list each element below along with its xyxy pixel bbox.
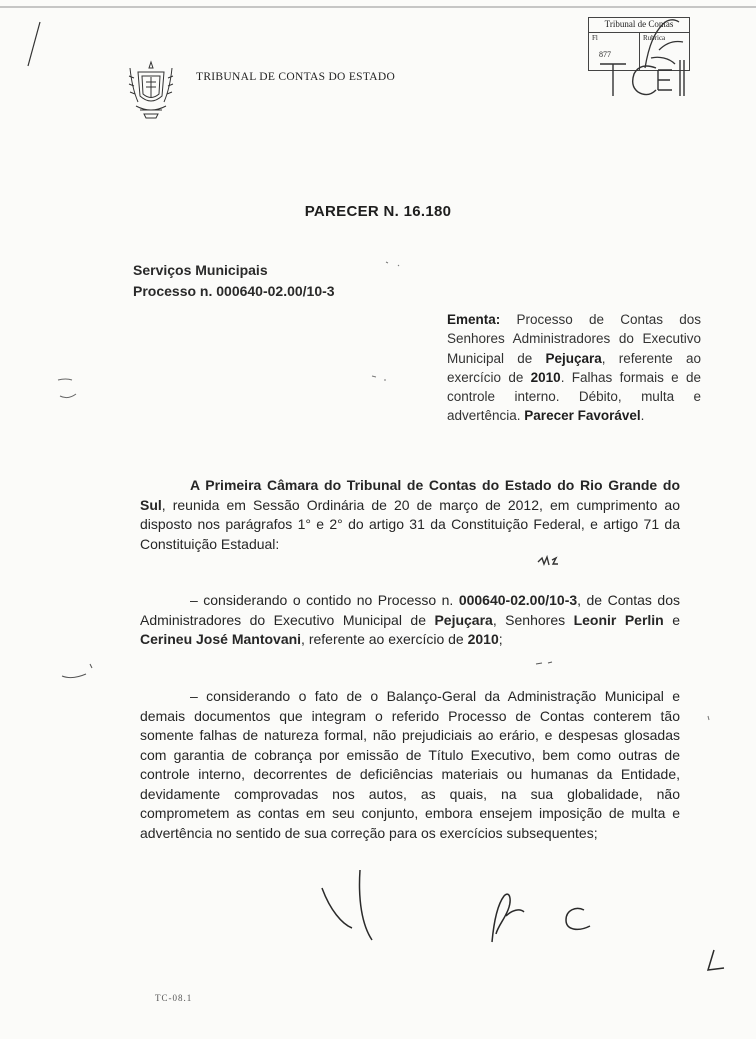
ementa-year: 2010: [530, 369, 561, 385]
intro-bold: A Primeira Câmara do Tribunal de Contas do Estado do Rio Grande do Sul: [140, 477, 680, 513]
administrator-name-1: Leonir Perlin: [573, 611, 664, 628]
form-code: TC-08.1: [155, 993, 193, 1003]
ementa-label: Ementa:: [447, 312, 501, 327]
service-label: Serviços Municipais: [133, 262, 268, 278]
consideration-text: , Senhores: [492, 611, 574, 628]
consideration-paragraph-2: [140, 687, 680, 843]
tce-logo-text: TCE: [645, 80, 647, 81]
scan-edge-line: [0, 6, 756, 8]
stamp-page-number: 877: [599, 50, 611, 59]
consideration-paragraph-1: [140, 591, 680, 650]
ementa-text: , referente ao exercício de: [447, 350, 701, 385]
ementa-text: .: [640, 408, 645, 424]
consideration-text: ;: [498, 631, 503, 647]
stamp-rubrica-label: Rubrica: [643, 34, 666, 42]
intro-text: , reunida em Sessão Ordinária de 20 de março de 2012, em cumprimento ao disposto nos parágrafos 1° e 2° do artigo 31 da Constituição Federal, e artigo 71 da Constituição Estadual:: [140, 496, 680, 552]
document-title: PARECER N. 16.180: [304, 203, 452, 220]
administrator-name-2: Cerineu José Mantovani: [140, 631, 302, 647]
consideration-municipality: Pejuçara: [434, 611, 493, 628]
consideration-text: e: [663, 611, 680, 628]
consideration-text: – considerando o fato de o Balanço-Geral da Administração Municipal e demais documentos que integram o referido Processo de Contas conterem tão somente falhas de natureza formal, não prejudiciais ao erário, e despesas glosadas com garantia de cobrança por emissão de Título Executivo, bem como outras de controle interno, decorrentes de deficiências materiais ou humanas da Entidade, devidamente comprovadas nos autos, as quais, na sua globalidade, não comprometem as contas em seu conjunto, embora ensejem imposição de multa e advertência no sentido de sua correção para os exercícios subsequentes;: [140, 688, 680, 841]
consideration-text: – considerando o contido no Processo n.: [190, 592, 459, 608]
consideration-process-number: 000640-02.00/10-3: [458, 592, 578, 608]
consideration-text: , referente ao exercício de: [301, 631, 468, 647]
consideration-text: , de Contas dos Administradores do Executivo Municipal de: [140, 592, 680, 628]
tce-logo: [598, 56, 694, 100]
ementa-municipality: Pejuçara: [545, 350, 602, 366]
institution-name: TRIBUNAL DE CONTAS DO ESTADO: [196, 71, 396, 83]
state-coat-of-arms-icon: [126, 58, 176, 120]
stamp-title: Tribunal de Contas: [604, 19, 674, 29]
ementa-text: . Falhas formais e de controle interno. Débito, multa e advertência.: [447, 369, 701, 424]
ementa-summary: [447, 310, 701, 426]
ementa-text: Processo de Contas dos Senhores Administradores do Executivo Municipal de: [447, 312, 701, 366]
ementa-verdict: Parecer Favorável: [524, 408, 641, 424]
intro-paragraph: [140, 476, 680, 554]
process-number: Processo n. 000640-02.00/10-3: [133, 283, 335, 299]
stamp-folio-label: Fl: [592, 34, 598, 42]
consideration-year: 2010: [467, 631, 499, 647]
